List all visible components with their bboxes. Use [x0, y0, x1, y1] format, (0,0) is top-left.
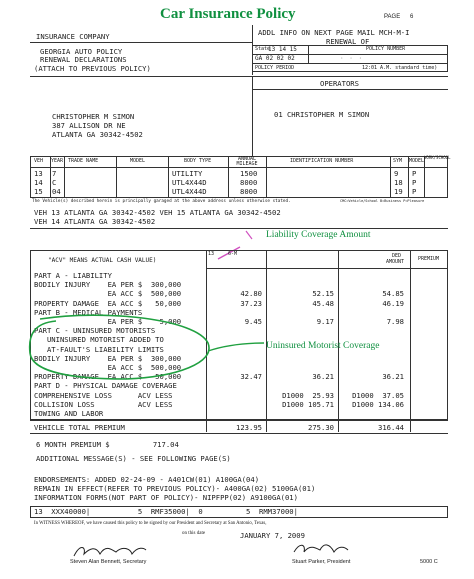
coverage-veh13-premium: 37.23 [240, 298, 262, 308]
premium-header: PREMIUM [418, 256, 440, 262]
coverage-veh14-premium: D1000 105.71 [282, 399, 334, 409]
ga-row: GA 02 02 02 [255, 55, 295, 62]
vh-class: MODEL [409, 158, 425, 164]
coverage-label: EA PER $ 5,000 [34, 317, 182, 326]
coverage-veh14-premium: 36.21 [312, 372, 334, 382]
vh-mileage: ANNUAL MILEAGE [236, 156, 258, 167]
col15-header-b: AMOUNT [386, 259, 405, 265]
coverage-label: PROPERTY DAMAGE EA ACC $ 50,000 [34, 298, 182, 308]
coverage-label: PART C - UNINSURED MOTORISTS [34, 326, 156, 336]
vehicle-veh-cell: 14 [34, 178, 43, 187]
vehicle-sym-cell: 18 [394, 178, 403, 187]
policy-number-value: · · · [340, 55, 364, 62]
decl-title-1: GEORGIA AUTO POLICY [40, 47, 123, 56]
total-veh14: 275.30 [308, 423, 334, 432]
coverage-label: PART A - LIABILITY [34, 271, 112, 280]
decl-title-2: RENEWAL DECLARATIONS [40, 55, 127, 64]
vehicle-year-cell: 04 [52, 187, 61, 196]
uninsured-annotation: Uninsured Motorist Coverage [266, 341, 380, 351]
coverage-veh15-premium: 46.19 [382, 298, 404, 308]
insured-address: 387 ALLISON DR NE [52, 121, 126, 130]
signature-president [290, 540, 350, 558]
date-value: JANUARY 7, 2009 [240, 531, 305, 540]
vehicle-miles-cell: 8000 [240, 187, 258, 196]
six-month-premium: 6 MONTH PREMIUM $ 717.04 [36, 440, 179, 449]
decl-title-3: (ATTACH TO PREVIOUS POLICY) [34, 64, 151, 73]
garaged-note: The Vehicle(s) described herein is principally garaged at the above address unless otherwise stated. [32, 199, 291, 204]
vehicle-veh-cell: 13 [34, 169, 43, 178]
form-code: 5000 C [420, 559, 438, 565]
vehicle-sym-cell: 19 [394, 187, 403, 196]
total-label: VEHICLE TOTAL PREMIUM [34, 423, 125, 432]
witness-text: In WITNESS WHEREOF, we have caused this policy to be signed by our President and Secretary at San Antonio, Texas, [34, 521, 267, 526]
garaged-line-1: VEH 13 ATLANTA GA 30342-4502 VEH 15 ATLANTA GA 30342-4502 [34, 208, 281, 217]
renewal-of: RENEWAL OF [326, 37, 370, 46]
coverage-label: PART D - PHYSICAL DAMAGE COVERAGE [34, 381, 177, 391]
annotation-title: Car Insurance Policy [160, 6, 296, 22]
vh-sym: SYM [393, 158, 403, 164]
col13-header-b: 6-M [228, 251, 238, 257]
date-label: on this date [182, 531, 206, 536]
operator-line: 01 CHRISTOPHER M SIMON [274, 110, 370, 119]
coverage-label: PART B - MEDICAL PAYMENTS [34, 307, 143, 317]
coverage-veh14-premium: 9.17 [316, 317, 334, 326]
policy-period-value: 12:01 A.M. standard time) [362, 65, 438, 71]
coverage-label: UNINSURED MOTORIST ADDED TO [34, 335, 164, 345]
vh-body: BODY TYPE [184, 158, 212, 164]
liability-annotation: Liability Coverage Amount [266, 230, 371, 240]
page-number: 6 [410, 14, 414, 20]
vehicle-sym-cell: 9 [394, 169, 399, 178]
acv-note: "ACV" MEANS ACTUAL CASH VALUE) [48, 257, 157, 264]
insured-city: ATLANTA GA 30342-4502 [52, 130, 143, 139]
green-arrow-mark [206, 337, 266, 357]
policy-period-label: POLICY PERIOD [255, 65, 295, 71]
company-label: INSURANCE COMPANY [36, 32, 110, 41]
coverage-veh15-premium: D1000 134.06 [352, 399, 404, 409]
total-veh13: 123.95 [236, 423, 262, 432]
col15-header-a: DED [392, 253, 402, 259]
vehicle-cls-cell: P [412, 169, 417, 178]
coverage-veh15-premium: 7.98 [386, 317, 404, 326]
vh-id: IDENTIFICATION NUMBER [290, 158, 354, 164]
vehicle-body-cell: UTILITY [172, 169, 203, 178]
endorsement-line-3: INFORMATION FORMS(NOT PART OF POLICY)- NIPFPP(02) A9100GA(01) [34, 493, 298, 502]
coverage-label: COLLISION LOSS ACV LESS [34, 399, 173, 409]
vehicle-veh-cell: 15 [34, 187, 43, 196]
vehicle-body-cell: UTL4X44D [172, 178, 207, 187]
vehicle-cls-cell: P [412, 178, 417, 187]
coverage-veh13-premium: 9.45 [244, 317, 262, 326]
endorsement-line-2: REMAIN IN EFFECT(REFER TO PREVIOUS POLICY)- A400GA(02) 5100GA(01) [34, 484, 316, 493]
coverage-veh13-premium: 42.80 [240, 289, 262, 299]
vh-trade: TRADE NAME [68, 158, 99, 164]
policy-number-label: POLICY NUMBER [366, 46, 406, 52]
vh-work: WORK/SCHOOL [424, 155, 451, 160]
header-right: ADDL INFO ON NEXT PAGE MAIL MCH-M-I [258, 28, 410, 37]
vh-model: MODEL [130, 158, 146, 164]
vehicle-year-cell: C [52, 178, 57, 187]
signer-president: Stuart Parker, President [292, 559, 351, 565]
page-label: PAGE [384, 14, 401, 20]
vehicle-miles-cell: 1500 [240, 169, 258, 178]
vehicle-cls-cell: P [412, 187, 417, 196]
vehicle-year-cell: 7 [52, 169, 57, 178]
coverage-label: EA ACC $ 500,000 [34, 363, 182, 372]
total-veh15: 316.44 [378, 423, 404, 432]
green-circle-mark [26, 313, 212, 383]
coverage-veh14-premium: 45.48 [312, 298, 334, 308]
coverage-label: PROPERTY DAMAGE EA ACC $ 50,000 [34, 372, 182, 382]
state-code: 13 14 15 [268, 46, 297, 53]
coverage-veh14-premium: 52.15 [312, 289, 334, 299]
coverage-label: AT-FAULT'S LIABILITY LIMITS [34, 344, 164, 354]
coverage-veh15-premium: D1000 37.05 [352, 390, 404, 400]
additional-message: ADDITIONAL MESSAGE(S) - SEE FOLLOWING PAGE(S) [36, 454, 231, 463]
footer-codes: 13 XXX40000| 5 RMF35000| 0 5 RMM37000| [34, 507, 298, 516]
vehicle-body-cell: UTL4X44D [172, 187, 207, 196]
coverage-label: EA ACC $ 500,000 [34, 289, 182, 299]
coverage-veh13-premium: 32.47 [240, 372, 262, 382]
vh-year: YEAR [51, 158, 64, 164]
signer-secretary: Steven Alan Bennett, Secretary [70, 559, 147, 565]
garaged-line-2: VEH 14 ATLANTA GA 30342-4502 [34, 217, 156, 226]
coverage-veh15-premium: 54.85 [382, 289, 404, 299]
coverage-label: TOWING AND LABOR [34, 409, 104, 418]
coverage-label: COMPREHENSIVE LOSS ACV LESS [34, 390, 173, 400]
coverage-label: BODILY INJURY EA PER $ 300,000 [34, 280, 182, 290]
state-label: State [255, 46, 271, 52]
coverage-label: BODILY INJURY EA PER $ 300,000 [34, 353, 182, 363]
coverage-veh14-premium: D1000 25.93 [282, 390, 334, 400]
vehicle-miles-cell: 8000 [240, 178, 258, 187]
endorsement-line-1: ENDORSEMENTS: ADDED 02-24-09 - A401CW(01) A100GA(04) [34, 475, 260, 484]
col13-header-a: 13 [208, 251, 215, 257]
coverage-veh15-premium: 36.21 [382, 372, 404, 382]
garaged-note-right: CMC=Vehicle/School B=Business P=Pleasure [340, 199, 425, 203]
vh-veh: VEH [34, 158, 44, 164]
insured-name: CHRISTOPHER M SIMON [52, 112, 135, 121]
signature-secretary [72, 542, 148, 560]
operators-label: OPERATORS [320, 79, 359, 88]
